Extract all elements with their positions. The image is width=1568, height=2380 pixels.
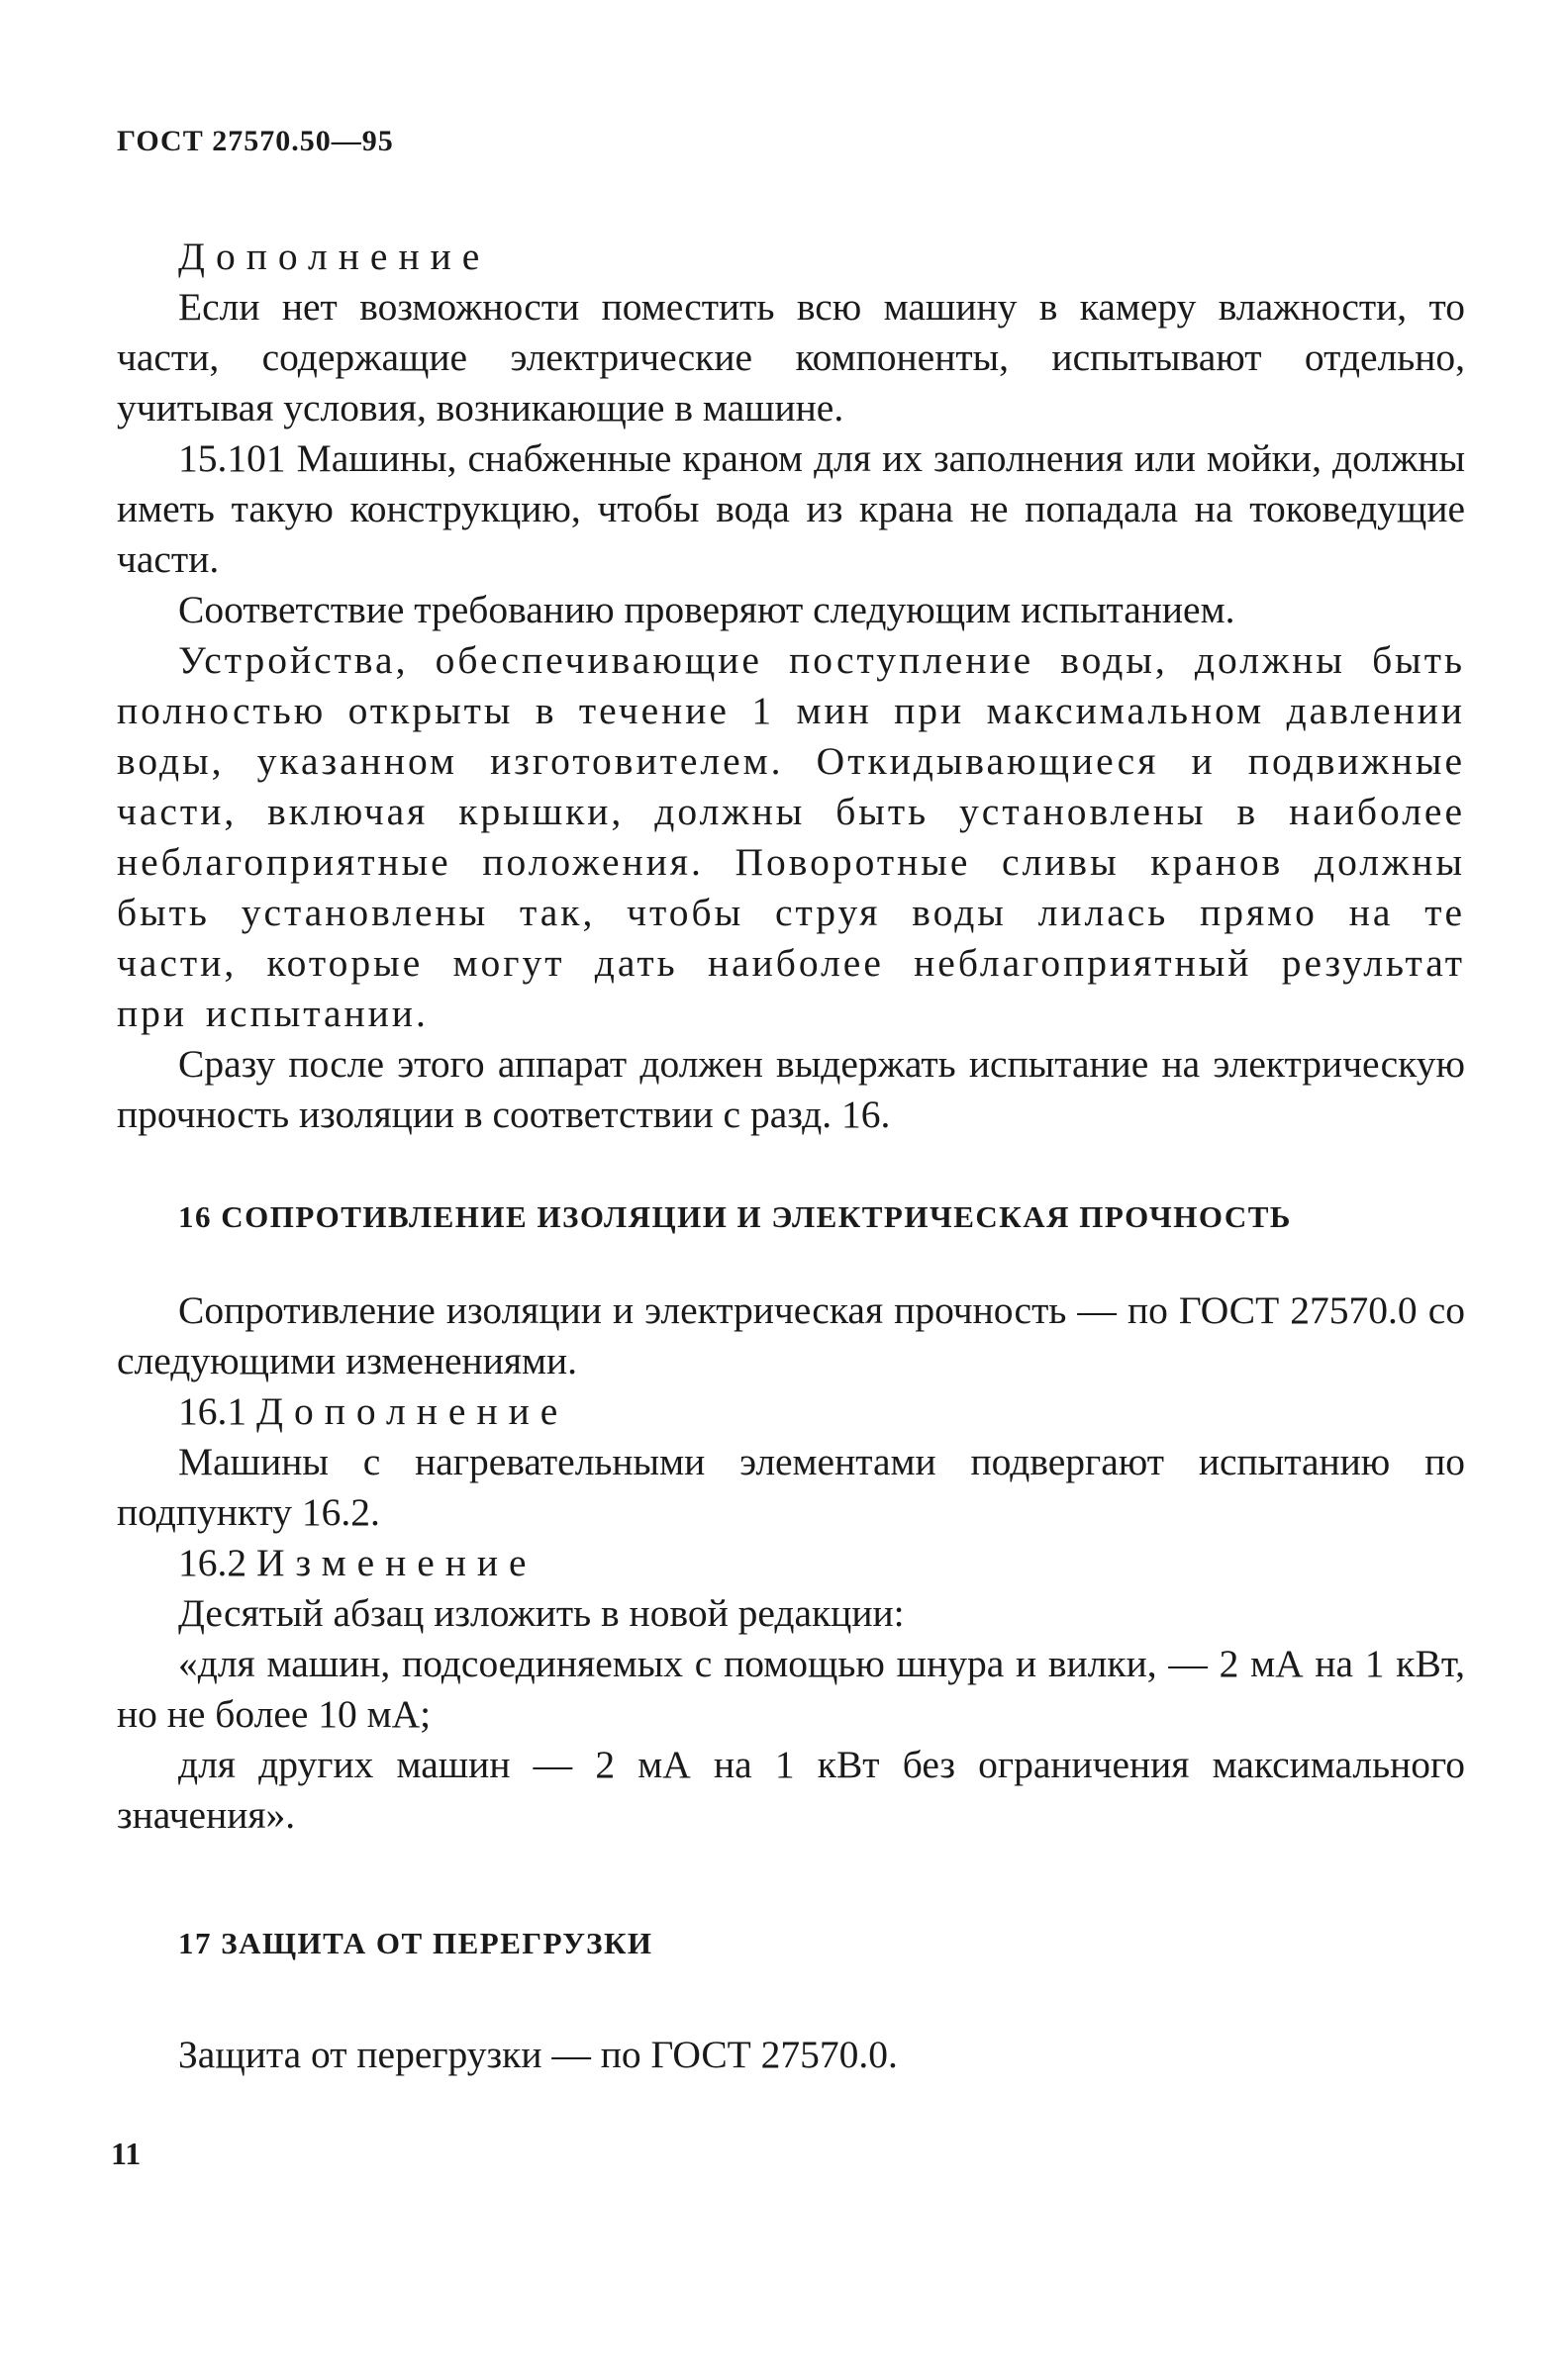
document-header: ГОСТ 27570.50—95 <box>117 125 394 157</box>
item-16-2-title: 16.2 Изменение <box>178 1541 538 1584</box>
addendum-label: Дополнение <box>178 235 491 278</box>
item-16-2-intro: Десятый абзац изложить в новой редакции: <box>178 1591 905 1635</box>
item-16-1-title: 16.1 Дополнение <box>178 1389 569 1433</box>
after-test-text: Сразу после этого аппарат должен выдержать испытание на электрическую прочность изоляции в соответствии с разд. 16. <box>117 1042 1465 1136</box>
compliance-text: Соответствие требованию проверяют следующим испытанием. <box>178 588 1235 631</box>
item-16-1-text: Машины с нагревательными элементами подвергают испытанию по подпункту 16.2. <box>117 1440 1465 1534</box>
section-17-text: Защита от перегрузки — по ГОСТ 27570.0. <box>178 2033 898 2076</box>
section-16-heading: 16 СОПРОТИВЛЕНИЕ ИЗОЛЯЦИИ И ЭЛЕКТРИЧЕСКАЯ ПРОЧНОСТЬ <box>178 1199 1292 1234</box>
test-procedure: Устройства, обеспечивающие поступление воды, должны быть полностью открыты в течение 1 мин при максимальном давлении воды, указанном изготовителем. Откидывающиеся и подвижные части, включая крышки, должны быть установлены в наиболее неблагоприятные положения. Поворотные сливы кранов должны быть установлены так, чтобы струя воды лилась прямо на те части, которые могут дать наиболее неблагоприятный результат при испытании. <box>117 638 1465 1035</box>
quote-line-2: для других машин — 2 мА на 1 кВт без ограничения максимального значения». <box>117 1743 1465 1837</box>
clause-15-101: 15.101 Машины, снабженные краном для их заполнения или мойки, должны иметь такую конструкцию, чтобы вода из крана не попадала на токоведущие части. <box>117 436 1465 581</box>
section-17-heading: 17 ЗАЩИТА ОТ ПЕРЕГРУЗКИ <box>178 1926 653 1960</box>
document-body <box>117 232 1465 2080</box>
page-number: 11 <box>111 2136 142 2171</box>
addendum-text: Если нет возможности поместить всю машину в камеру влажности, то части, содержащие электрические компоненты, испытывают отдельно, учитывая условия, возникающие в машине. <box>117 285 1465 429</box>
quote-line-1: «для машин, подсоединяемых с помощью шнура и вилки, — 2 мА на 1 кВт, но не более 10 мА; <box>117 1642 1465 1736</box>
section-16-intro: Сопротивление изоляции и электрическая прочность — по ГОСТ 27570.0 со следующими изменениями. <box>117 1288 1465 1382</box>
